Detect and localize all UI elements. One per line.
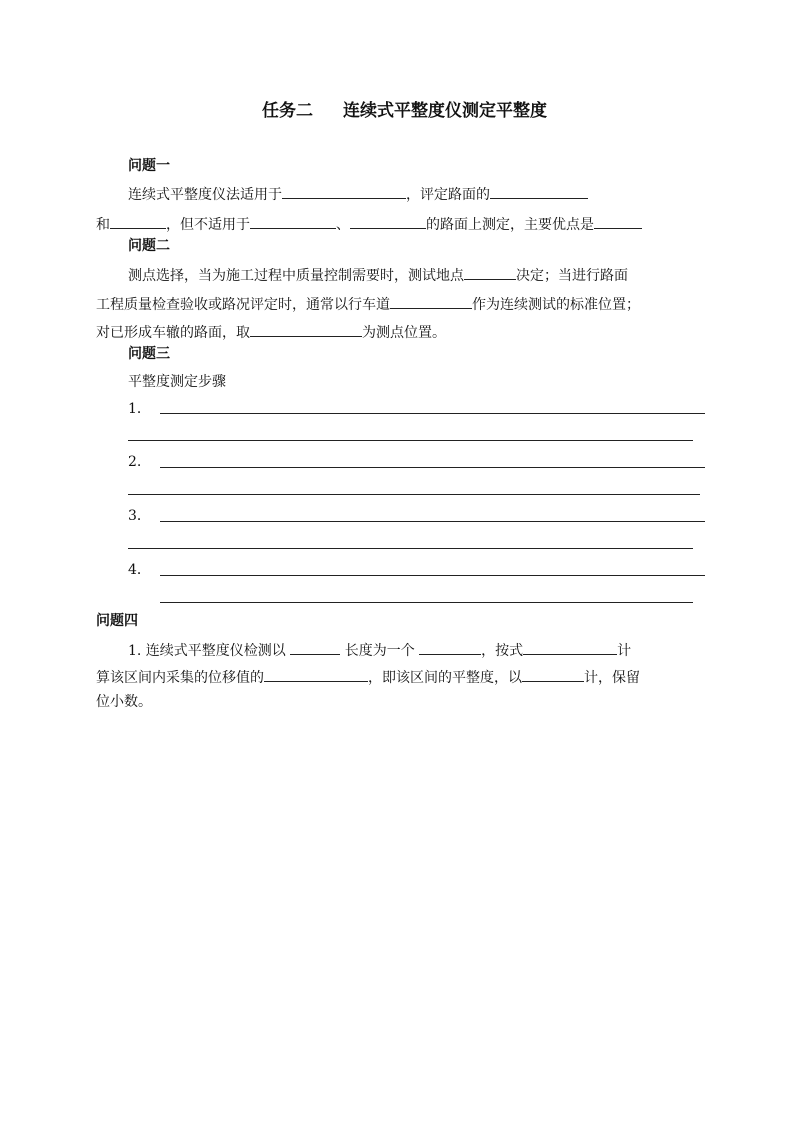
q4-line3: 位小数。 bbox=[96, 694, 152, 710]
q1-blank-1[interactable] bbox=[282, 182, 406, 199]
q3-subtitle: 平整度测定步骤 bbox=[128, 374, 226, 390]
q1-line1: 连续式平整度仪法适用于 ，评定路面的 bbox=[128, 182, 588, 205]
q2-line2: 工程质量检查验收或路况评定时，通常以行车道 作为连续测试的标准位置； bbox=[96, 292, 640, 315]
q4-blank-1[interactable] bbox=[290, 638, 340, 655]
q3-step2-answer-line-1[interactable] bbox=[160, 467, 705, 468]
task-name: 连续式平整度仪测定平整度 bbox=[343, 101, 547, 121]
q1-blank-4[interactable] bbox=[250, 212, 336, 229]
q3-step3-answer-line-2[interactable] bbox=[128, 548, 693, 549]
q2-line3: 对已形成车辙的路面，取 为测点位置。 bbox=[96, 320, 446, 343]
page-title bbox=[262, 99, 547, 123]
q3-step-number: 4． bbox=[128, 562, 151, 578]
q1-blank-6[interactable] bbox=[594, 212, 642, 229]
q4-blank-4[interactable] bbox=[264, 665, 368, 682]
q3-step1-answer-line-1[interactable] bbox=[160, 413, 705, 414]
q4-line1: 1. 连续式平整度仪检测以 长度为一个 ，按式 计 bbox=[128, 638, 631, 661]
q2-heading: 问题二 bbox=[128, 238, 170, 254]
q1-heading: 问题一 bbox=[128, 158, 170, 174]
q4-heading: 问题四 bbox=[96, 613, 138, 629]
q3-heading: 问题三 bbox=[128, 346, 170, 362]
q3-step-number: 2. bbox=[128, 454, 142, 470]
q4-line2: 算该区间内采集的位移值的 ，即该区间的平整度，以 计，保留 bbox=[96, 665, 640, 688]
q3-step2-answer-line-2[interactable] bbox=[128, 494, 700, 495]
q3-step4-answer-line-2[interactable] bbox=[160, 602, 693, 603]
q4-blank-3[interactable] bbox=[523, 638, 617, 655]
q3-step4-answer-line-1[interactable] bbox=[160, 575, 705, 576]
q1-blank-3[interactable] bbox=[110, 212, 166, 229]
q4-blank-5[interactable] bbox=[522, 665, 584, 682]
q1-line2: 和 ，但不适用于 、 的路面上测定，主要优点是 bbox=[96, 212, 642, 235]
q3-step3-answer-line-1[interactable] bbox=[160, 521, 705, 522]
q3-step-number: 3． bbox=[128, 508, 151, 524]
q3-step-number: 1． bbox=[128, 401, 151, 417]
q2-blank-2[interactable] bbox=[390, 292, 472, 309]
q4-blank-2[interactable] bbox=[419, 638, 481, 655]
task-label: 任务二 bbox=[262, 101, 313, 121]
q3-step1-answer-line-2[interactable] bbox=[128, 440, 693, 441]
q2-line1: 测点选择，当为施工过程中质量控制需要时，测试地点 决定；当进行路面 bbox=[128, 263, 628, 286]
q1-blank-5[interactable] bbox=[350, 212, 426, 229]
q2-blank-3[interactable] bbox=[250, 320, 362, 337]
q2-blank-1[interactable] bbox=[464, 263, 516, 280]
q1-blank-2[interactable] bbox=[490, 182, 588, 199]
